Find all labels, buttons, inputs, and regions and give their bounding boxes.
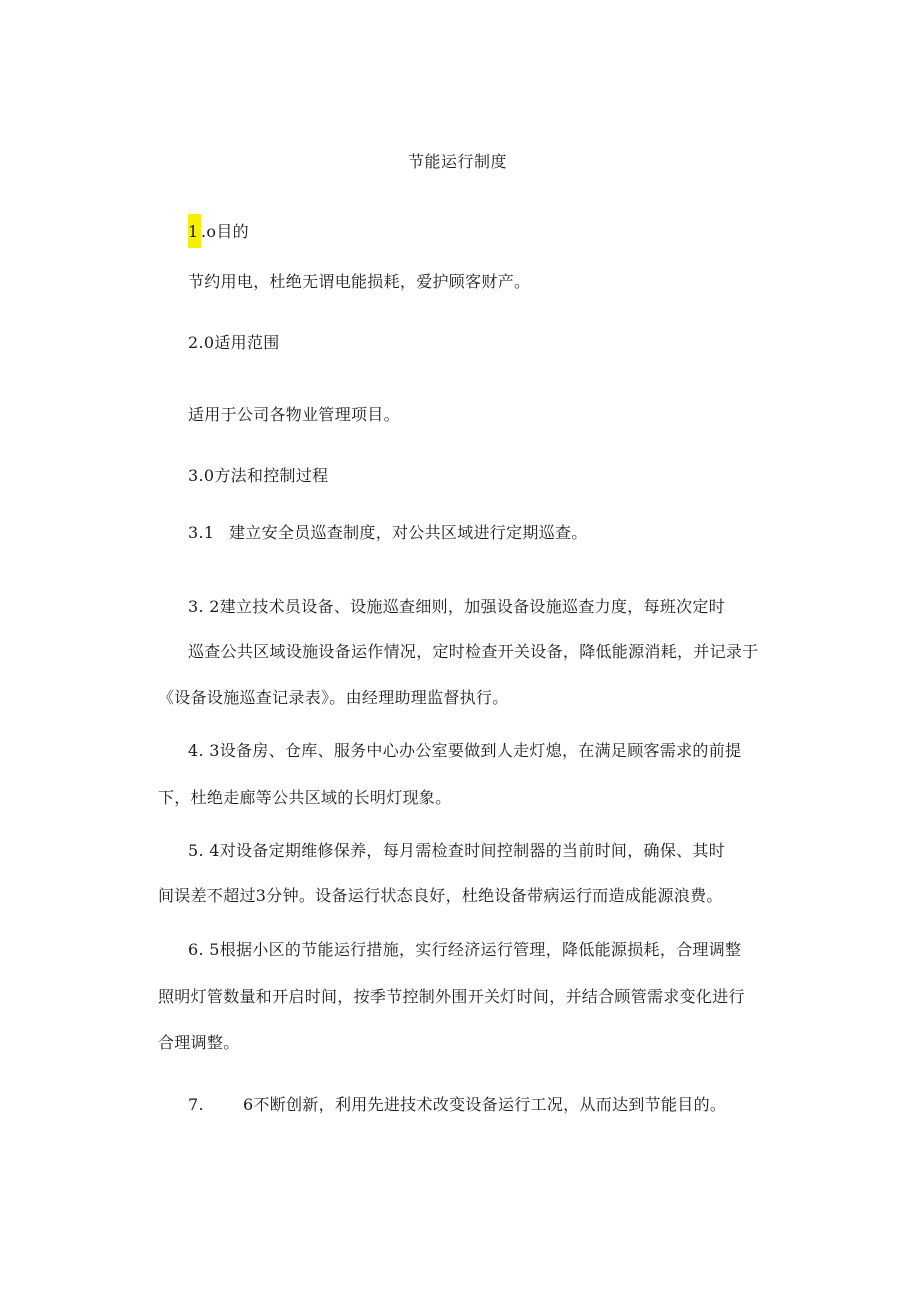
item-text: 6不断创新，利用先进技术改变设备运行工况，从而达到节能目的。 <box>243 1095 727 1114</box>
section-heading-scope: 2.0适用范围 <box>188 333 280 352</box>
item-3-2-line-3: 《设备设施巡查记录表》。由经理助理监督执行。 <box>158 688 509 707</box>
highlighted-number: 1 <box>188 214 201 248</box>
section-heading-purpose <box>188 222 249 248</box>
item-4-3-line-2: 下，杜绝走廊等公共区域的长明灯现象。 <box>158 788 452 807</box>
item-number: 7. <box>188 1095 204 1114</box>
document-title: 节能运行制度 <box>407 152 507 171</box>
item-5-4-line-2: 间误差不超过3分钟。设备运行状态良好，杜绝设备带病运行而造成能源浪费。 <box>158 886 723 905</box>
section-heading-method: 3.0方法和控制过程 <box>188 466 329 485</box>
item-7-6 <box>188 1095 726 1115</box>
item-5-4-line-1: 5. 4对设备定期维修保养，每月需检查时间控制器的当前时间，确保、其时 <box>188 841 726 860</box>
item-3-2-line-2: 巡查公共区域设施设备运作情况，定时检查开关设备，降低能源消耗，并记录于 <box>188 642 759 661</box>
purpose-body: 节约用电，杜绝无谓电能损耗，爱护顾客财产。 <box>188 272 531 291</box>
item-6-5-line-3: 合理调整。 <box>158 1033 240 1052</box>
item-3-2-line-1: 3. 2建立技术员设备、设施巡查细则，加强设备设施巡查力度，每班次定时 <box>188 597 726 616</box>
item-4-3-line-1: 4. 3设备房、仓库、服务中心办公室要做到人走灯熄，在满足顾客需求的前提 <box>188 741 742 760</box>
section-heading-text: .o目的 <box>201 222 249 241</box>
item-text: 建立安全员巡查制度，对公共区域进行定期巡查。 <box>229 523 588 542</box>
item-6-5-line-2: 照明灯管数量和开启时间，按季节控制外围开关灯时间，并结合顾管需求变化进行 <box>158 987 745 1006</box>
item-3-1 <box>188 523 588 543</box>
item-number: 3.1 <box>188 523 215 542</box>
item-6-5-line-1: 6. 5根据小区的节能运行措施，实行经济运行管理，降低能源损耗，合理调整 <box>188 940 742 959</box>
scope-body: 适用于公司各物业管理项目。 <box>188 405 400 424</box>
